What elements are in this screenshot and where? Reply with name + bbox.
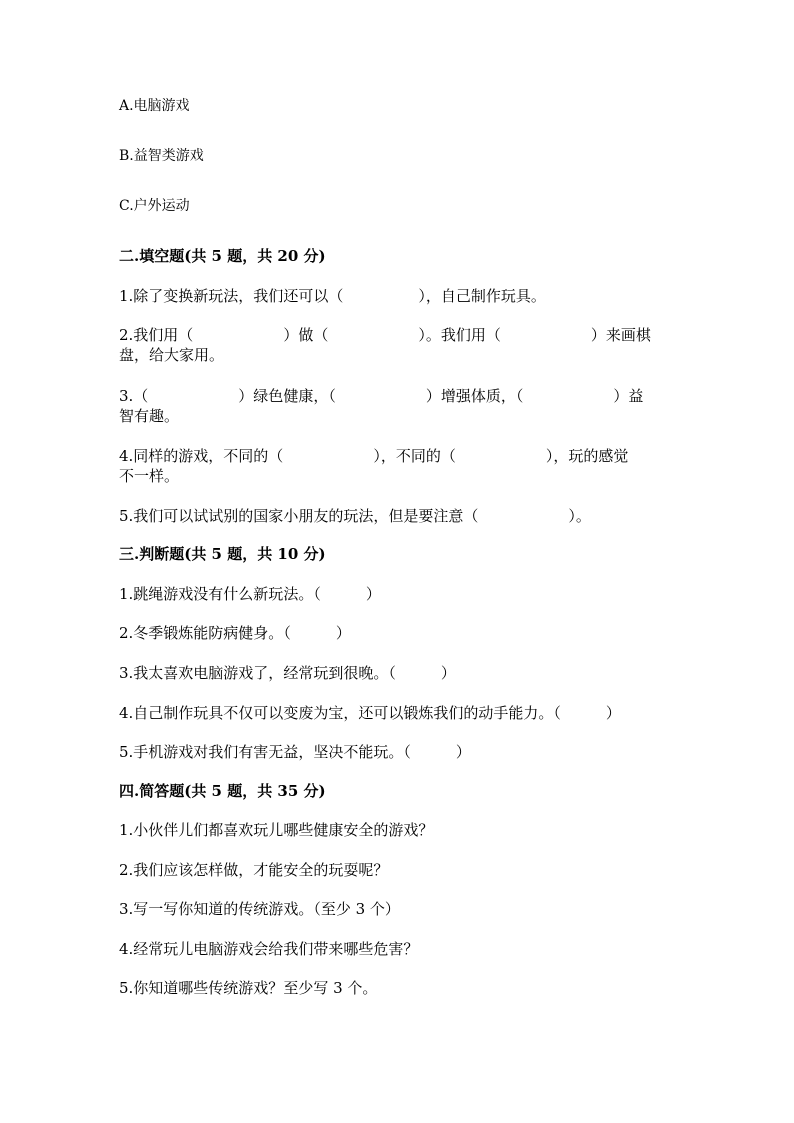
fill-question-3-cont: 智有趣。: [119, 407, 180, 425]
fill-question-5: 5.我们可以试试别的国家小朋友的玩法，但是要注意（ ）。: [119, 507, 591, 525]
short-question-3: 3.写一写你知道的传统游戏。（至少 3 个）: [119, 900, 400, 918]
option-a: A.电脑游戏: [119, 98, 190, 114]
option-b: B.益智类游戏: [119, 148, 204, 164]
fill-question-2-cont: 盘，给大家用。: [119, 346, 225, 364]
judge-question-3: 3.我太喜欢电脑游戏了，经常玩到很晚。（ ）: [119, 664, 456, 682]
section-heading-judge: 三.判断题(共 5 题，共 10 分): [119, 545, 326, 563]
fill-question-4: 4.同样的游戏，不同的（ ），不同的（ ），玩的感觉: [119, 447, 629, 465]
section-heading-short: 四.简答题(共 5 题，共 35 分): [119, 782, 326, 800]
fill-question-4-cont: 不一样。: [119, 467, 180, 485]
judge-question-1: 1.跳绳游戏没有什么新玩法。（ ）: [119, 585, 381, 603]
fill-question-1: 1.除了变换新玩法，我们还可以（ ），自己制作玩具。: [119, 287, 546, 305]
short-question-5: 5.你知道哪些传统游戏？至少写 3 个。: [119, 979, 378, 997]
option-c: C.户外运动: [119, 198, 190, 214]
judge-question-4: 4.自己制作玩具不仅可以变废为宝，还可以锻炼我们的动手能力。（ ）: [119, 704, 621, 722]
short-question-1: 1.小伙伴儿们都喜欢玩儿哪些健康安全的游戏？: [119, 821, 434, 839]
section-heading-fill: 二.填空题(共 5 题，共 20 分): [119, 247, 326, 265]
fill-question-3: 3.（ ）绿色健康，（ ）增强体质，（ ）益: [119, 387, 644, 405]
short-question-4: 4.经常玩儿电脑游戏会给我们带来哪些危害？: [119, 940, 419, 958]
fill-question-2: 2.我们用（ ）做（ ）。我们用（ ）来画棋: [119, 326, 651, 344]
short-question-2: 2.我们应该怎样做，才能安全的玩耍呢？: [119, 861, 389, 879]
judge-question-2: 2.冬季锻炼能防病健身。（ ）: [119, 624, 351, 642]
judge-question-5: 5.手机游戏对我们有害无益，坚决不能玩。（ ）: [119, 743, 471, 761]
